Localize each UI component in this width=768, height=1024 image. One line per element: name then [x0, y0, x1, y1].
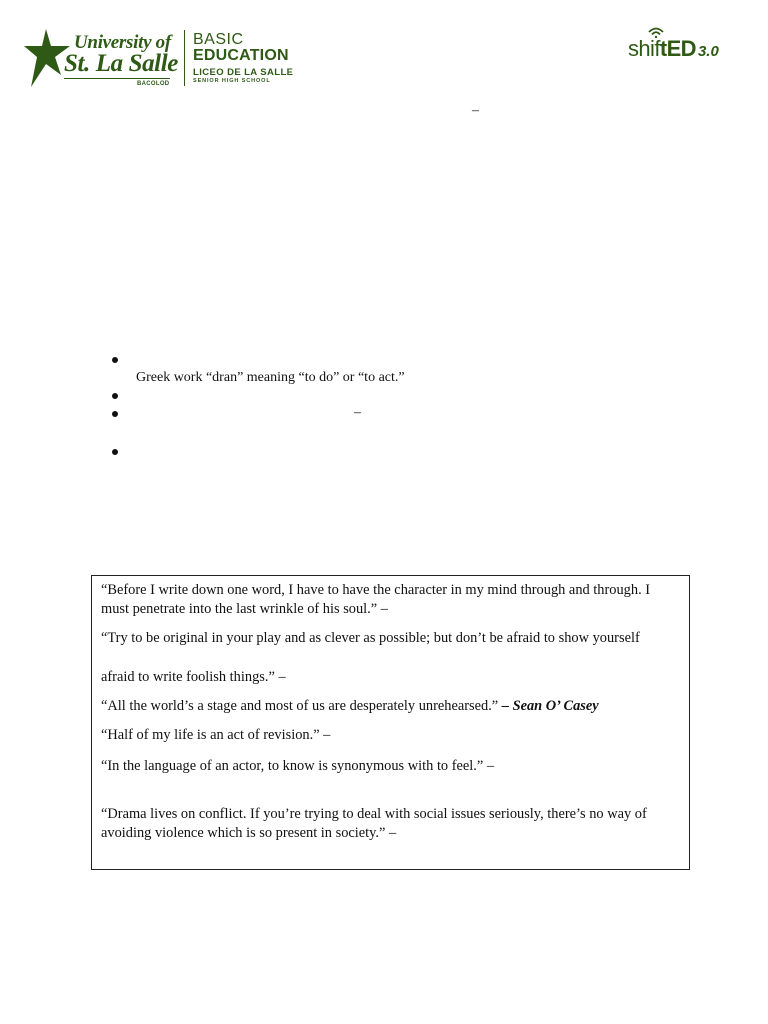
- university-name-line2: St. La Salle: [64, 50, 178, 77]
- liceo-label: LICEO DE LA SALLE: [193, 67, 294, 78]
- quote-2-line1: “Try to be original in your play and as clever as possible; but don’t be afraid to show yourself: [101, 630, 640, 646]
- shifted-logo: [628, 26, 748, 66]
- bullet-marker: [112, 411, 120, 419]
- logo-divider: [184, 30, 185, 86]
- senior-high-label: SENIOR HIGH SCHOOL: [193, 78, 271, 84]
- campus-label: BACOLOD: [137, 81, 170, 87]
- quote-3: [101, 697, 681, 716]
- logo-underline: [64, 78, 170, 79]
- usls-basic-education-logo: [24, 27, 294, 89]
- bullet-marker: [112, 357, 120, 365]
- quote-2-line2: afraid to write foolish things.” –: [101, 669, 286, 685]
- shifted-wordmark: [628, 36, 719, 62]
- quote-6: “Drama lives on conflict. If you’re trying to deal with social issues seriously, there’s no way of avoiding violence which is so present in society.” –: [101, 806, 647, 841]
- quote-4: “Half of my life is an act of revision.” –: [101, 727, 331, 743]
- quote-3-author: – Sean O’ Casey: [501, 698, 599, 714]
- quotes-box: [91, 575, 690, 870]
- quote-3-text: “All the world’s a stage and most of us are desperately unrehearsed.”: [101, 698, 502, 714]
- quote-1: “Before I write down one word, I have to have the character in my mind through and through. I must penetrate into the last wrinkle of his soul.” –: [101, 582, 651, 617]
- bullet-marker: [112, 393, 120, 401]
- shifted-light-text: shif: [628, 36, 660, 61]
- bullet-dash: –: [354, 405, 361, 420]
- education-label: EDUCATION: [193, 47, 289, 64]
- basic-label: BASIC: [193, 31, 244, 48]
- shifted-bold-text: tED: [659, 36, 696, 61]
- bullet-item-text: Greek work “dran” meaning “to do” or “to act.”: [136, 370, 405, 385]
- heading-dash: –: [472, 103, 479, 118]
- bullet-marker: [112, 449, 120, 457]
- university-name-line1: University of: [74, 32, 171, 53]
- shifted-version: 3.0: [697, 43, 719, 60]
- quote-5: “In the language of an actor, to know is synonymous with to feel.” –: [101, 758, 495, 774]
